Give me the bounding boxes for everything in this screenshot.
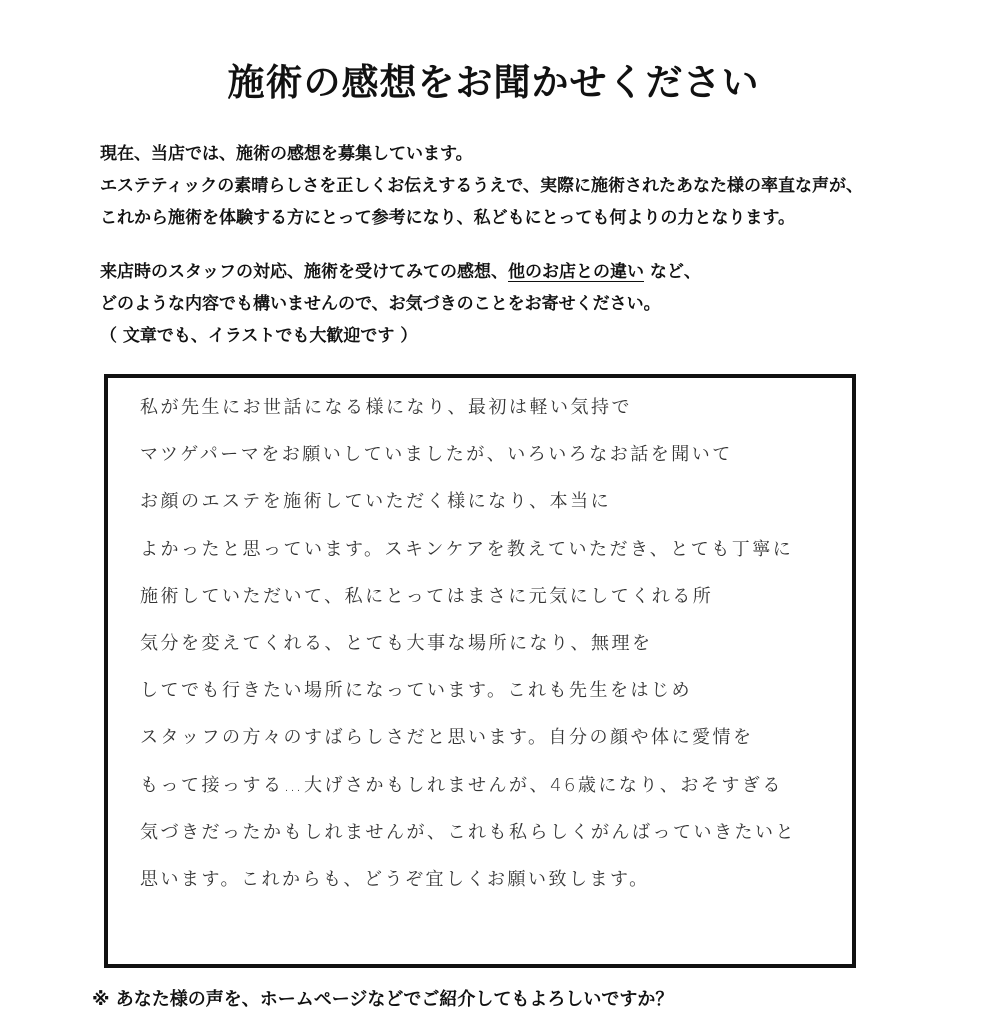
underlined-phrase: 他のお店との違い bbox=[508, 262, 644, 282]
handwritten-comment bbox=[140, 384, 860, 903]
handwritten-line: 私が先生にお世話になる様になり、最初は軽い気持で bbox=[140, 397, 632, 418]
intro-line: 現在、当店では、施術の感想を募集しています。 bbox=[100, 144, 473, 164]
intro-line: （ 文章でも、イラストでも大歓迎です ） bbox=[100, 326, 418, 346]
intro-text bbox=[100, 138, 960, 352]
handwritten-line: もって接っする…大げさかもしれませんが、46歳になり、おそすぎる bbox=[140, 774, 783, 796]
handwritten-line: よかったと思っています。スキンケアを教えていただき、とても丁寧に bbox=[140, 538, 794, 560]
handwritten-line: 気分を変えてくれる、とても大事な場所になり、無理を bbox=[140, 633, 653, 655]
intro-line: 来店時のスタッフの対応、施術を受けてみての感想、他のお店との違い など、 bbox=[100, 262, 701, 282]
handwritten-line: 施術していただいて、私にとってはまさに元気にしてくれる所 bbox=[140, 585, 714, 607]
page-title: 施術の感想をお聞かせください bbox=[227, 61, 760, 104]
handwritten-line: してでも行きたい場所になっています。これも先生をはじめ bbox=[140, 680, 693, 702]
footer-note: ※ あなた様の声を、ホームページなどでご紹介してもよろしいですか？ bbox=[92, 989, 674, 1010]
intro-line: これから施術を体験する方にとって参考になり、私どもにとっても何よりの力となります。 bbox=[100, 208, 795, 228]
handwritten-line: マツゲパーマをお願いしていましたが、いろいろなお話を聞いて bbox=[140, 444, 733, 466]
intro-line: エステティックの素晴らしさを正しくお伝えするうえで、実際に施術されたあなた様の率直な声が、 bbox=[100, 176, 863, 196]
intro-line: どのような内容でも構いませんので、お気づきのことをお寄せください。 bbox=[100, 294, 661, 314]
handwritten-line: お顔のエステを施術していただく様になり、本当に bbox=[140, 491, 612, 513]
handwritten-line: 気づきだったかもしれませんが、これも私らしくがんばっていきたいと bbox=[140, 821, 796, 843]
handwritten-line: スタッフの方々のすばらしさだと思います。自分の顔や体に愛情を bbox=[140, 727, 754, 749]
handwritten-line: 思います。これからも、どうぞ宜しくお願い致します。 bbox=[140, 869, 650, 891]
